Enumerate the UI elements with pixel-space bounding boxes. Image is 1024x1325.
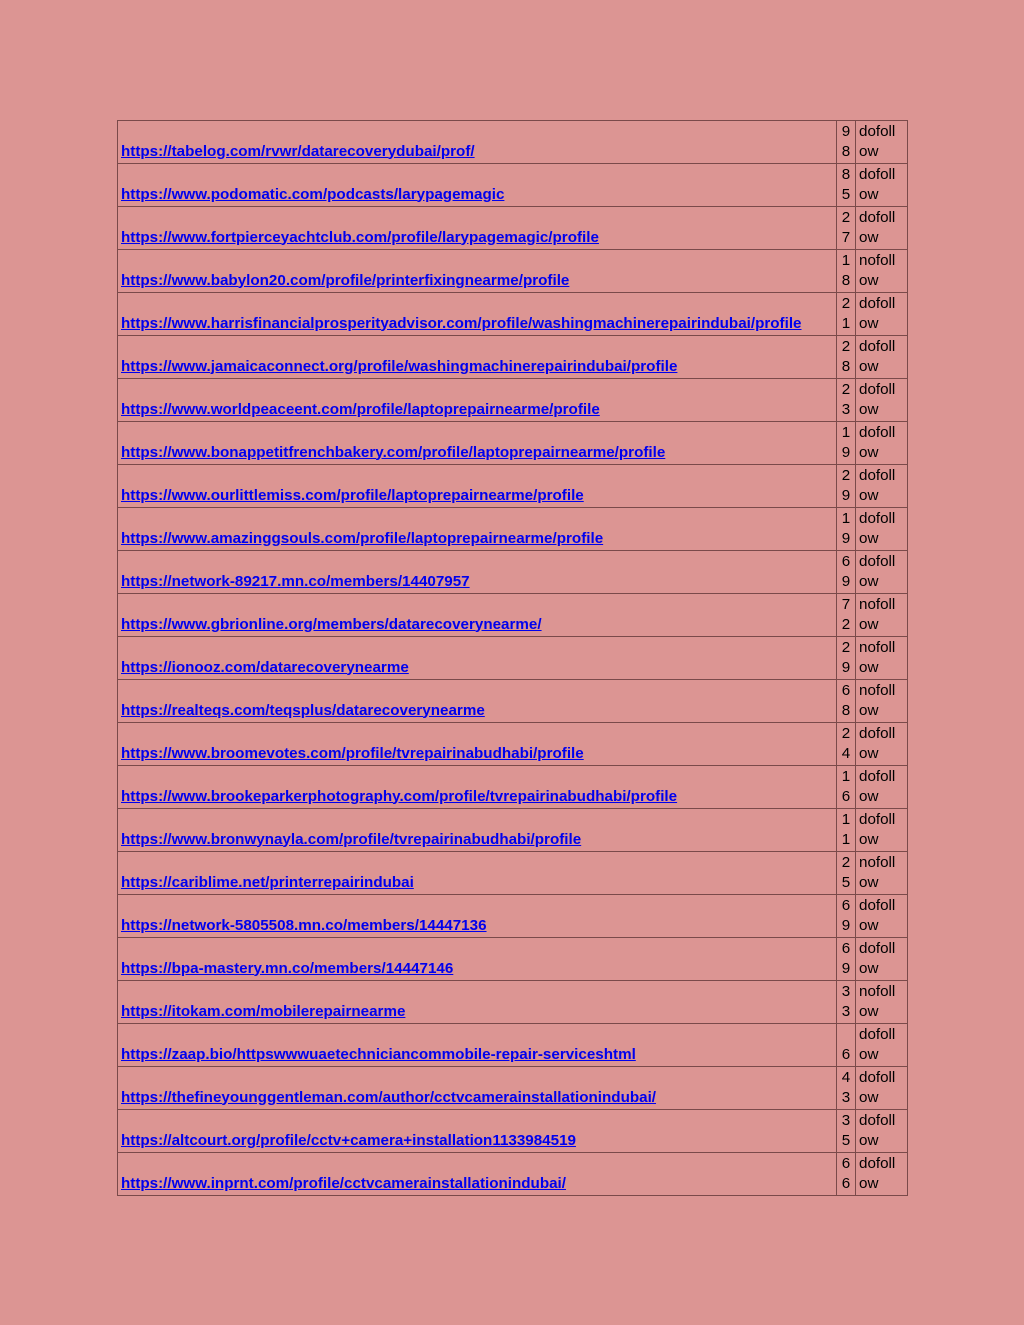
- domain-authority-cell: [837, 508, 856, 551]
- domain-authority-cell: [837, 981, 856, 1024]
- table-row: [118, 766, 908, 809]
- url-cell: [118, 637, 837, 680]
- link-type-cell: [856, 766, 908, 809]
- domain-authority-value: 68: [841, 682, 851, 719]
- table-row: [118, 121, 908, 164]
- link-type-value: dofollow: [859, 123, 896, 160]
- domain-authority-cell: [837, 207, 856, 250]
- url-cell: [118, 1153, 837, 1196]
- link-type-cell: [856, 293, 908, 336]
- link-type-value: dofollow: [859, 1069, 896, 1106]
- url-cell: [118, 809, 837, 852]
- backlink-url-link[interactable]: https://realteqs.com/teqsplus/datarecoverynearme: [121, 701, 485, 719]
- link-type-value: nofollow: [859, 639, 896, 676]
- domain-authority-cell: [837, 1110, 856, 1153]
- link-type-cell: [856, 981, 908, 1024]
- table-row: [118, 293, 908, 336]
- backlink-url-link[interactable]: https://www.babylon20.com/profile/printerfixingnearme/profile: [121, 271, 570, 289]
- url-cell: [118, 1067, 837, 1110]
- backlink-url-link[interactable]: https://www.jamaicaconnect.org/profile/washingmachinerepairindubai/profile: [121, 357, 678, 375]
- backlink-url-link[interactable]: https://www.harrisfinancialprosperityadvisor.com/profile/washingmachinerepairindubai/profile: [121, 314, 802, 332]
- url-cell: [118, 723, 837, 766]
- table-row: [118, 551, 908, 594]
- link-type-value: dofollow: [859, 1112, 896, 1149]
- table-row: [118, 164, 908, 207]
- link-type-cell: [856, 1024, 908, 1067]
- link-type-value: nofollow: [859, 854, 896, 891]
- table-row: [118, 594, 908, 637]
- backlink-url-link[interactable]: https://altcourt.org/profile/cctv+camera+installation1133984519: [121, 1131, 576, 1149]
- link-type-value: dofollow: [859, 338, 896, 375]
- domain-authority-value: 28: [841, 338, 851, 375]
- link-type-value: dofollow: [859, 940, 896, 977]
- table-row: [118, 1067, 908, 1110]
- domain-authority-value: 72: [841, 596, 851, 633]
- url-cell: [118, 895, 837, 938]
- domain-authority-cell: [837, 766, 856, 809]
- domain-authority-value: 69: [841, 553, 851, 590]
- backlink-url-link[interactable]: https://zaap.bio/httpswwwuaetechniciancommobile-repair-serviceshtml: [121, 1045, 636, 1063]
- backlink-url-link[interactable]: https://www.bonappetitfrenchbakery.com/profile/laptoprepairnearme/profile: [121, 443, 666, 461]
- backlink-url-link[interactable]: https://www.amazinggsouls.com/profile/laptoprepairnearme/profile: [121, 529, 604, 547]
- url-cell: [118, 508, 837, 551]
- backlink-url-link[interactable]: https://www.brookeparkerphotography.com/profile/tvrepairinabudhabi/profile: [121, 787, 678, 805]
- link-type-cell: [856, 164, 908, 207]
- url-cell: [118, 1110, 837, 1153]
- link-type-cell: [856, 508, 908, 551]
- backlink-url-link[interactable]: https://itokam.com/mobilerepairnearme: [121, 1002, 406, 1020]
- backlink-url-link[interactable]: https://network-5805508.mn.co/members/14447136: [121, 916, 487, 934]
- url-cell: [118, 551, 837, 594]
- link-type-cell: [856, 207, 908, 250]
- link-type-value: dofollow: [859, 209, 896, 246]
- url-cell: [118, 422, 837, 465]
- backlink-url-link[interactable]: https://www.gbrionline.org/members/datarecoverynearme/: [121, 615, 542, 633]
- link-type-cell: [856, 1067, 908, 1110]
- backlink-url-link[interactable]: https://ionooz.com/datarecoverynearme: [121, 658, 409, 676]
- table-row: [118, 336, 908, 379]
- link-type-value: dofollow: [859, 424, 896, 461]
- domain-authority-cell: [837, 422, 856, 465]
- table-row: [118, 207, 908, 250]
- url-cell: [118, 465, 837, 508]
- link-type-cell: [856, 1153, 908, 1196]
- domain-authority-value: 24: [841, 725, 851, 762]
- domain-authority-value: 23: [841, 381, 851, 418]
- backlink-url-link[interactable]: https://bpa-mastery.mn.co/members/14447146: [121, 959, 454, 977]
- table-row: [118, 809, 908, 852]
- link-type-value: dofollow: [859, 768, 896, 805]
- link-type-cell: [856, 723, 908, 766]
- table-row: [118, 508, 908, 551]
- domain-authority-cell: [837, 594, 856, 637]
- link-type-cell: [856, 121, 908, 164]
- domain-authority-value: 16: [841, 768, 851, 805]
- link-type-value: nofollow: [859, 682, 896, 719]
- link-type-value: dofollow: [859, 725, 896, 762]
- table-row: [118, 379, 908, 422]
- url-cell: [118, 938, 837, 981]
- link-type-value: dofollow: [859, 1026, 896, 1063]
- url-cell: [118, 379, 837, 422]
- backlink-url-link[interactable]: https://www.inprnt.com/profile/cctvcamerainstallationindubai/: [121, 1174, 566, 1192]
- link-type-value: dofollow: [859, 897, 896, 934]
- domain-authority-value: 25: [841, 854, 851, 891]
- domain-authority-cell: [837, 1024, 856, 1067]
- link-type-value: dofollow: [859, 295, 896, 332]
- link-type-cell: [856, 250, 908, 293]
- domain-authority-cell: [837, 852, 856, 895]
- domain-authority-cell: [837, 465, 856, 508]
- link-type-value: nofollow: [859, 596, 896, 633]
- backlink-table-body: [118, 121, 908, 1196]
- domain-authority-cell: [837, 336, 856, 379]
- domain-authority-cell: [837, 551, 856, 594]
- table-row: [118, 852, 908, 895]
- link-type-cell: [856, 594, 908, 637]
- backlink-url-link[interactable]: https://tabelog.com/rvwr/datarecoverydubai/prof/: [121, 142, 475, 160]
- link-type-value: nofollow: [859, 252, 896, 289]
- domain-authority-value: 19: [841, 424, 851, 461]
- link-type-value: dofollow: [859, 1155, 896, 1192]
- link-type-value: dofollow: [859, 553, 896, 590]
- backlink-url-link[interactable]: https://cariblime.net/printerrepairindubai: [121, 873, 414, 891]
- url-cell: [118, 981, 837, 1024]
- table-row: [118, 938, 908, 981]
- backlink-url-link[interactable]: https://www.worldpeaceent.com/profile/laptoprepairnearme/profile: [121, 400, 600, 418]
- domain-authority-value: 69: [841, 897, 851, 934]
- domain-authority-cell: [837, 121, 856, 164]
- domain-authority-value: 29: [841, 467, 851, 504]
- table-row: [118, 1153, 908, 1196]
- domain-authority-cell: [837, 1067, 856, 1110]
- domain-authority-value: 98: [841, 123, 851, 160]
- backlink-url-link[interactable]: https://www.podomatic.com/podcasts/larypagemagic: [121, 185, 505, 203]
- link-type-cell: [856, 680, 908, 723]
- domain-authority-value: 85: [841, 166, 851, 203]
- url-cell: [118, 121, 837, 164]
- backlink-url-link[interactable]: https://www.bronwynayla.com/profile/tvrepairinabudhabi/profile: [121, 830, 582, 848]
- url-cell: [118, 293, 837, 336]
- domain-authority-value: 11: [841, 811, 851, 848]
- domain-authority-value: 35: [841, 1112, 851, 1149]
- domain-authority-value: 19: [841, 510, 851, 547]
- domain-authority-value: 33: [841, 983, 851, 1020]
- domain-authority-cell: [837, 938, 856, 981]
- domain-authority-cell: [837, 379, 856, 422]
- link-type-cell: [856, 1110, 908, 1153]
- domain-authority-value: 43: [841, 1069, 851, 1106]
- link-type-cell: [856, 379, 908, 422]
- domain-authority-cell: [837, 680, 856, 723]
- link-type-cell: [856, 637, 908, 680]
- domain-authority-cell: [837, 637, 856, 680]
- domain-authority-value: 18: [841, 252, 851, 289]
- url-cell: [118, 766, 837, 809]
- domain-authority-value: 29: [841, 639, 851, 676]
- domain-authority-value: 27: [841, 209, 851, 246]
- table-row: [118, 680, 908, 723]
- domain-authority-cell: [837, 293, 856, 336]
- table-row: [118, 465, 908, 508]
- link-type-value: dofollow: [859, 381, 896, 418]
- backlink-url-link[interactable]: https://network-89217.mn.co/members/14407957: [121, 572, 470, 590]
- table-row: [118, 895, 908, 938]
- domain-authority-cell: [837, 164, 856, 207]
- backlink-url-link[interactable]: https://www.ourlittlemiss.com/profile/laptoprepairnearme/profile: [121, 486, 584, 504]
- link-type-cell: [856, 938, 908, 981]
- link-type-cell: [856, 336, 908, 379]
- url-cell: [118, 594, 837, 637]
- url-cell: [118, 336, 837, 379]
- table-row: [118, 1110, 908, 1153]
- domain-authority-cell: [837, 250, 856, 293]
- link-type-value: nofollow: [859, 983, 896, 1020]
- table-row: [118, 637, 908, 680]
- link-type-cell: [856, 852, 908, 895]
- link-type-cell: [856, 422, 908, 465]
- table-row: [118, 981, 908, 1024]
- table-row: [118, 1024, 908, 1067]
- domain-authority-value: 21: [841, 295, 851, 332]
- domain-authority-value: 69: [841, 940, 851, 977]
- backlink-table: [117, 120, 908, 1196]
- link-type-value: dofollow: [859, 467, 896, 504]
- link-type-cell: [856, 895, 908, 938]
- backlink-url-link[interactable]: https://thefineyounggentleman.com/author/cctvcamerainstallationindubai/: [121, 1088, 657, 1106]
- domain-authority-cell: [837, 723, 856, 766]
- url-cell: [118, 1024, 837, 1067]
- link-type-cell: [856, 551, 908, 594]
- url-cell: [118, 852, 837, 895]
- backlink-url-link[interactable]: https://www.fortpierceyachtclub.com/profile/larypagemagic/profile: [121, 228, 599, 246]
- url-cell: [118, 680, 837, 723]
- domain-authority-value: 66: [841, 1155, 851, 1192]
- domain-authority-cell: [837, 895, 856, 938]
- table-row: [118, 250, 908, 293]
- backlink-url-link[interactable]: https://www.broomevotes.com/profile/tvrepairinabudhabi/profile: [121, 744, 584, 762]
- link-type-cell: [856, 465, 908, 508]
- url-cell: [118, 164, 837, 207]
- url-cell: [118, 207, 837, 250]
- domain-authority-value: 6: [841, 1045, 851, 1063]
- link-type-value: dofollow: [859, 811, 896, 848]
- domain-authority-cell: [837, 809, 856, 852]
- link-type-value: dofollow: [859, 510, 896, 547]
- table-row: [118, 422, 908, 465]
- table-row: [118, 723, 908, 766]
- link-type-cell: [856, 809, 908, 852]
- domain-authority-cell: [837, 1153, 856, 1196]
- url-cell: [118, 250, 837, 293]
- link-type-value: dofollow: [859, 166, 896, 203]
